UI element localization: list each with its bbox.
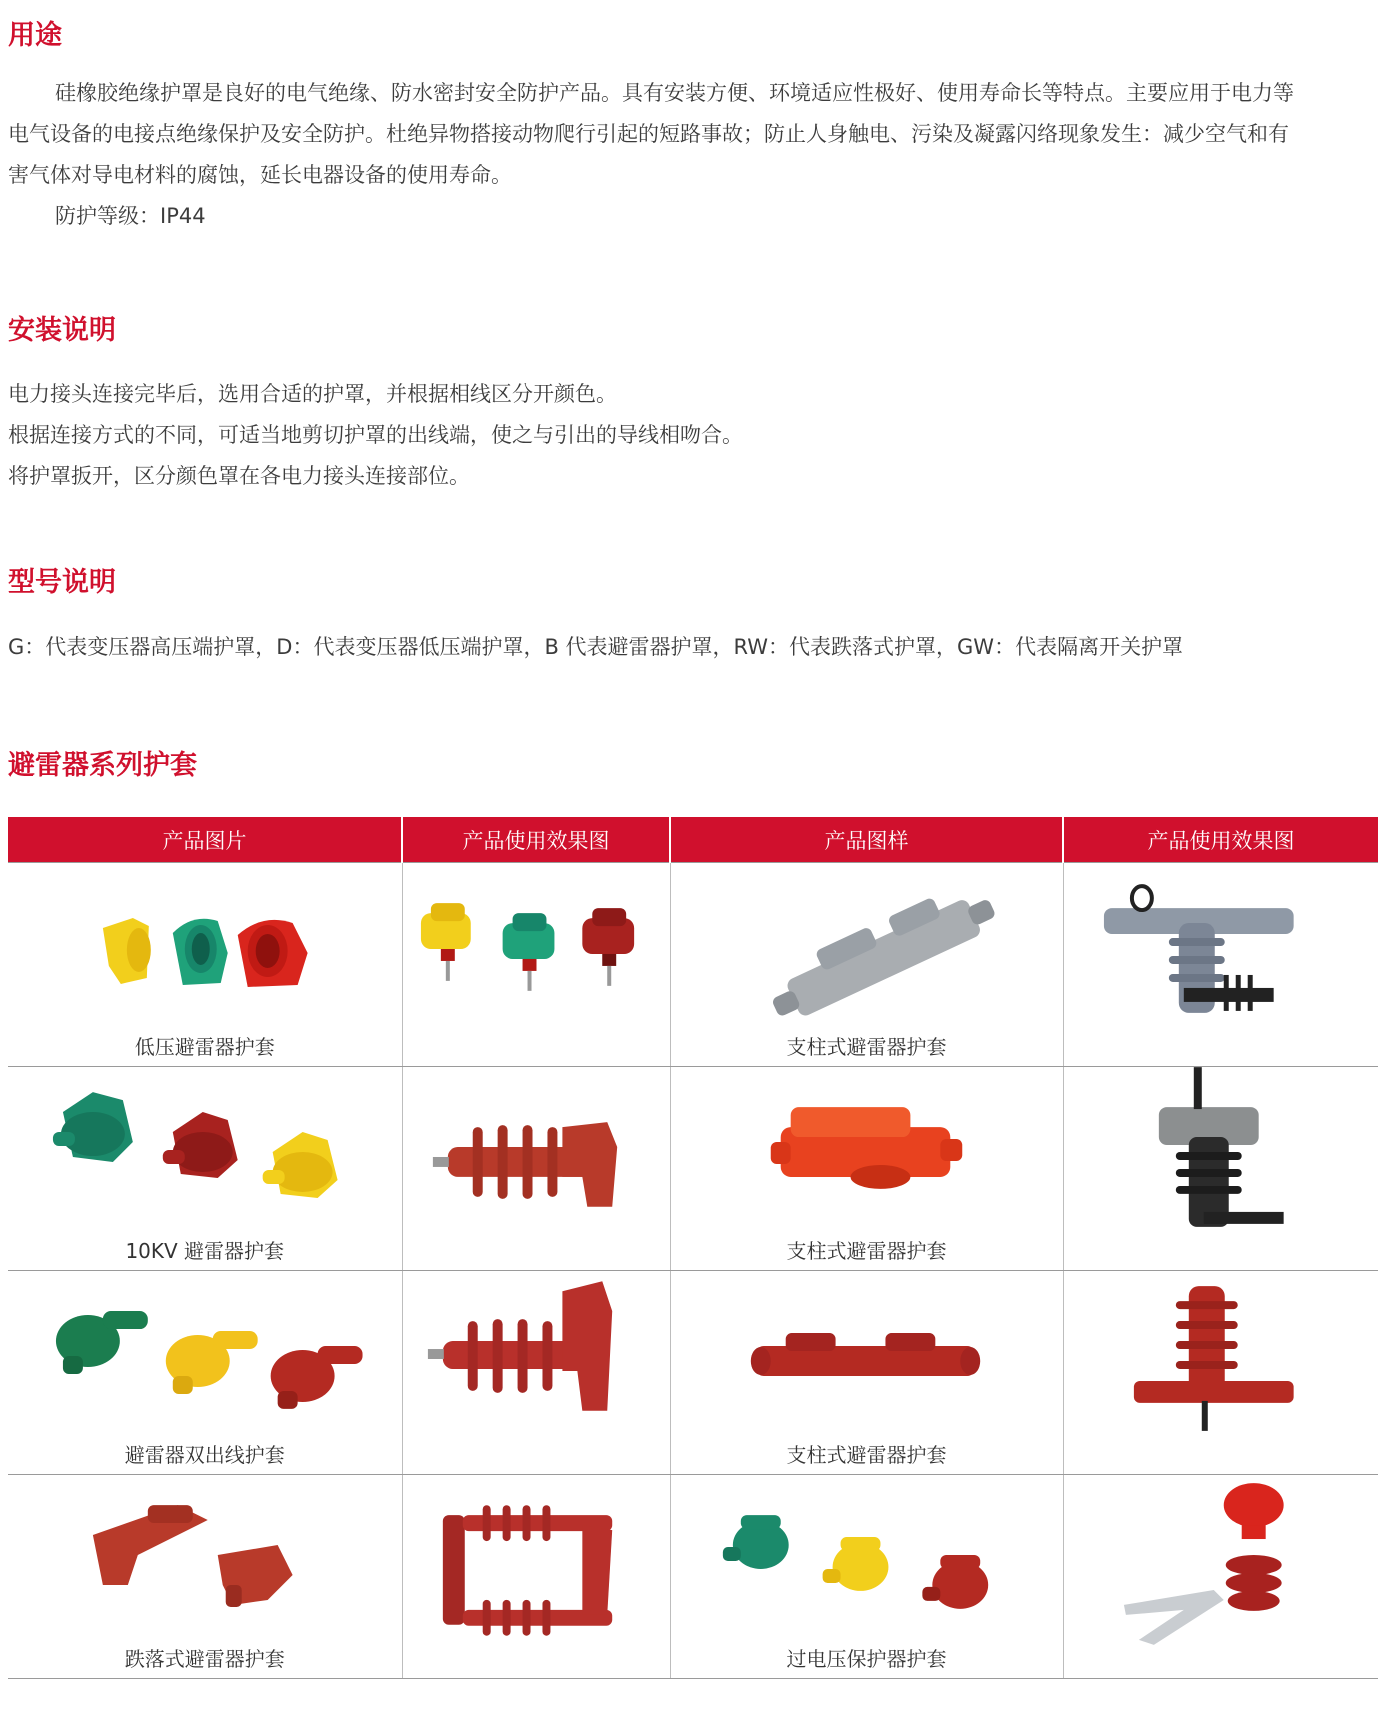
post-type-usage-photo-2 xyxy=(1064,1067,1379,1240)
product-caption: 避雷器双出线护套 xyxy=(124,1443,285,1467)
install-line-1: 电力接头连接完毕后，选用合适的护罩，并根据相线区分开颜色。 xyxy=(8,382,617,406)
usage-line-1: 硅橡胶绝缘护罩是良好的电气绝缘、防水密封安全防护产品。具有安装方便、环境适应性极好、使用寿命长等特点。主要应用于电力等 xyxy=(55,81,1294,105)
double-outlet-cover-photo xyxy=(8,1271,402,1444)
10kv-cover-photo xyxy=(8,1067,402,1240)
cover-photo-icon xyxy=(8,1475,402,1648)
usage-cell xyxy=(402,863,670,1067)
post-type-cover-photo xyxy=(671,863,1063,1036)
drop-out-cover-photo xyxy=(8,1475,402,1648)
usage-cell xyxy=(1063,1271,1378,1475)
low-voltage-usage-photo xyxy=(403,863,670,1036)
section-title-model: 型号说明 xyxy=(8,567,116,598)
product-cell xyxy=(8,1271,402,1475)
10kv-usage-photo xyxy=(403,1067,670,1240)
overvoltage-cover-photo xyxy=(671,1475,1063,1648)
usage-photo-icon xyxy=(403,863,670,1036)
product-table xyxy=(8,817,1378,1679)
usage-photo-icon xyxy=(1064,1067,1379,1240)
table-row xyxy=(8,1067,1378,1271)
product-cell xyxy=(670,1067,1063,1271)
post-type-cover-photo-2 xyxy=(671,1067,1063,1240)
install-line-2: 根据连接方式的不同，可适当地剪切护罩的出线端，使之与引出的导线相吻合。 xyxy=(8,423,743,447)
product-cell xyxy=(670,1271,1063,1475)
cover-photo-icon xyxy=(671,1271,1063,1444)
model-paragraph xyxy=(8,627,1378,668)
usage-line-2: 电气设备的电接点绝缘保护及安全防护。杜绝异物搭接动物爬行引起的短路事故；防止人身触电、污染及凝露闪络现象发生：减少空气和有 xyxy=(8,122,1289,146)
usage-cell xyxy=(1063,1475,1378,1679)
protection-level: 防护等级：IP44 xyxy=(55,204,206,228)
product-cell xyxy=(670,863,1063,1067)
cover-photo-icon xyxy=(671,863,1063,1036)
install-paragraph xyxy=(8,374,1378,497)
product-cell xyxy=(670,1475,1063,1679)
product-cell xyxy=(8,863,402,1067)
overvoltage-usage-photo xyxy=(1064,1475,1379,1648)
usage-photo-icon xyxy=(1064,1271,1379,1444)
header-usage-photo: 产品使用效果图 xyxy=(402,817,670,863)
header-product-sample: 产品图样 xyxy=(670,817,1063,863)
cover-photo-icon xyxy=(8,1067,402,1240)
usage-cell xyxy=(1063,863,1378,1067)
cover-photo-icon xyxy=(671,1067,1063,1240)
product-caption: 支柱式避雷器护套 xyxy=(786,1239,947,1263)
post-type-usage-photo-3 xyxy=(1064,1271,1379,1444)
usage-photo-icon xyxy=(403,1271,670,1444)
cover-photo-icon xyxy=(8,863,402,1036)
usage-line-3: 害气体对导电材料的腐蚀，延长电器设备的使用寿命。 xyxy=(8,163,512,187)
product-caption: 跌落式避雷器护套 xyxy=(124,1647,285,1671)
product-caption: 低压避雷器护套 xyxy=(134,1035,275,1059)
usage-cell xyxy=(402,1271,670,1475)
usage-photo-icon xyxy=(1064,863,1379,1036)
usage-photo-icon xyxy=(1064,1475,1379,1648)
table-row xyxy=(8,1271,1378,1475)
product-cell xyxy=(8,1475,402,1679)
usage-cell xyxy=(1063,1067,1378,1271)
cover-photo-icon xyxy=(8,1271,402,1444)
table-row xyxy=(8,863,1378,1067)
section-title-usage: 用途 xyxy=(8,20,62,51)
product-caption: 10KV 避雷器护套 xyxy=(125,1239,285,1263)
section-title-install: 安装说明 xyxy=(8,315,116,346)
drop-out-usage-photo xyxy=(403,1475,670,1648)
install-line-3: 将护罩扳开，区分颜色罩在各电力接头连接部位。 xyxy=(8,464,470,488)
usage-photo-icon xyxy=(403,1067,670,1240)
low-voltage-cover-photo xyxy=(8,863,402,1036)
product-caption: 过电压保护器护套 xyxy=(786,1647,947,1671)
header-usage-photo-2: 产品使用效果图 xyxy=(1063,817,1378,863)
usage-paragraph xyxy=(8,73,1378,237)
table-row xyxy=(8,1475,1378,1679)
model-text: G：代表变压器高压端护罩，D：代表变压器低压端护罩，B 代表避雷器护罩，RW：代表跌落式护罩，GW：代表隔离开关护罩 xyxy=(8,635,1184,659)
table-header-row xyxy=(8,817,1378,863)
double-outlet-usage-photo xyxy=(403,1271,670,1444)
usage-cell xyxy=(402,1067,670,1271)
usage-cell xyxy=(402,1475,670,1679)
section-title-arrester: 避雷器系列护套 xyxy=(8,750,197,781)
product-cell xyxy=(8,1067,402,1271)
product-caption: 支柱式避雷器护套 xyxy=(786,1035,947,1059)
usage-photo-icon xyxy=(403,1475,670,1648)
product-caption: 支柱式避雷器护套 xyxy=(786,1443,947,1467)
header-product-photo: 产品图片 xyxy=(8,817,402,863)
post-type-usage-photo xyxy=(1064,863,1379,1036)
cover-photo-icon xyxy=(671,1475,1063,1648)
post-type-cover-photo-3 xyxy=(671,1271,1063,1444)
